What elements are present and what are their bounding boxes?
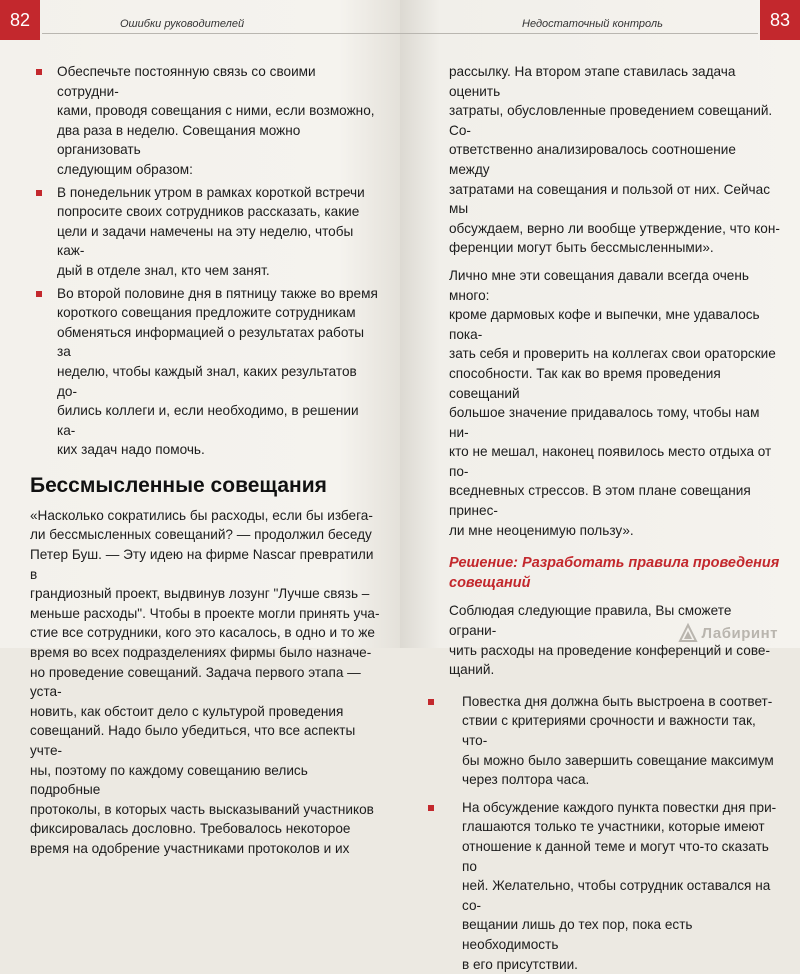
text-line: ли бессмысленных совещаний? — продолжил беседу (30, 527, 372, 543)
paragraph (422, 266, 780, 540)
text-line: Во второй половине дня в пятницу также во время (57, 285, 378, 301)
text-line: ответственно анализировалось соотношение между (449, 142, 736, 177)
text-line: ференции могут быть бессмысленными». (449, 240, 714, 256)
text-line: ли мне неоценимую пользу». (449, 522, 634, 538)
text-line: фиксировалась дословно. Требовалось некоторое (30, 821, 351, 837)
header-rule (42, 33, 400, 34)
text-line: Лично мне эти совещания давали всегда очень много: (449, 267, 749, 303)
text-line: ками, проводя совещания с ними, если возможно, (57, 103, 375, 119)
text-line: цели и задачи намечены на эту неделю, чтобы каж- (57, 223, 354, 259)
text-line: В понедельник утром в рамках короткой встречи (57, 184, 365, 200)
text-line: следующим образом: (57, 161, 193, 177)
labirint-logo-icon (679, 624, 697, 642)
text-line: щаний. (449, 662, 495, 678)
text-line: грандиозный проект, выдвинув лозунг "Лучше связь – (30, 586, 370, 602)
text-line: На обсуждение каждого пункта повестки дня при- (462, 799, 777, 815)
left-content (30, 62, 380, 859)
text-line: неделю, чтобы каждый знал, каких результатов до- (57, 363, 357, 399)
text-line: обсуждаем, верно ли вообще утверждение, что кон- (449, 220, 780, 236)
text-line: через полтора часа. (462, 772, 590, 788)
solution-heading (422, 554, 780, 593)
text-line: кто не мешал, наконец появилось место отдыха от по- (449, 444, 772, 479)
page-number: 83 (760, 0, 800, 40)
text-line: ких задач надо помочь. (57, 442, 205, 458)
text-line: глашаются только те участники, которые имеют (462, 819, 765, 835)
text-line: отношение к данной теме и могут что-то сказать по (462, 838, 769, 874)
header-rule (400, 33, 758, 34)
text-line: затратами на совещания и пользой от них. Сейчас мы (449, 181, 770, 217)
left-page (0, 0, 400, 856)
text-line: но проведение совещаний. Задача первого этапа — уста- (30, 664, 361, 700)
text-line: протоколы, в которых часть высказываний участников (30, 801, 374, 817)
text-line: бы можно было завершить совещание максимум (462, 752, 774, 768)
text-line: ствии с критериями срочности и важности так, что- (462, 713, 756, 748)
text-line: Петер Буш. — Эту идею на фирме Nascar превратили в (30, 547, 374, 582)
text-line: короткого совещания предложите сотрудникам (57, 305, 356, 321)
text-line: в его присутствии. (462, 956, 578, 972)
right-page (400, 0, 800, 972)
text-line: способности. Так как во время проведения совещаний (449, 365, 721, 401)
text-line: новить, как обстоит дело с культурой проведения (30, 703, 344, 719)
running-header: Недостаточный контроль (522, 18, 663, 30)
text-line: чить расходы на проведение конференций и сове- (449, 642, 770, 658)
text-line: вещании лишь до тех пор, пока есть необходимость (462, 917, 693, 952)
text-line: ны, поэтому по каждому совещанию велись подробные (30, 762, 308, 798)
text-line: время на одобрение участниками протоколов и их (30, 840, 350, 856)
page-number: 82 (0, 0, 40, 40)
text-line: ней. Желательно, чтобы сотрудник оставался на со- (462, 878, 771, 913)
bullet-item (422, 798, 780, 974)
text-line: два раза в неделю. Совещания можно организовать (57, 122, 301, 158)
text-line: совещаний. Надо было убедиться, что все аспекты учте- (30, 723, 356, 758)
paragraph (422, 62, 780, 258)
text-line: зать себя и проверить на коллегах свои ораторские (449, 346, 776, 362)
text-line: обменяться информацией о результатах работы за (57, 324, 365, 360)
bullet-item (30, 62, 380, 180)
text-line: Повестка дня должна быть выстроена в соответ- (462, 693, 773, 709)
bullet-item (30, 284, 380, 460)
text-line: дый в отделе знал, кто чем занят. (57, 262, 270, 278)
running-header: Ошибки руководителей (120, 18, 245, 30)
text-line: рассылку. На втором этапе ставилась задача оценить (449, 64, 736, 99)
text-line: попросите своих сотрудников рассказать, какие (57, 204, 360, 220)
bullet-item (422, 692, 780, 790)
text-line: время во всех подразделениях фирмы было назначе- (30, 645, 372, 661)
text-line: стие все сотрудники, кого это касалось, в одно и то же (30, 625, 375, 641)
text-line: Решение: Разработать правила проведения (449, 555, 780, 572)
text-line: вседневных стрессов. В этом плане совещания принес- (449, 483, 751, 519)
text-line: затраты, обусловленные проведением совещаний. Со- (449, 103, 773, 138)
text-line: «Насколько сократились бы расходы, если бы избега- (30, 507, 373, 523)
text-line: меньше расходы". Чтобы в проекте могли принять уча- (30, 605, 380, 621)
logo-text: Лабиринт (701, 624, 778, 642)
labirint-watermark (679, 624, 778, 642)
text-line: бились коллеги и, если необходимо, в решении ка- (57, 403, 359, 438)
paragraph (30, 506, 380, 859)
text-line: большое значение придавалось тому, чтобы нам ни- (449, 405, 760, 440)
text-line: кроме дармовых кофе и выпечки, мне удавалось пока- (449, 307, 760, 342)
section-heading: Бессмысленные совещания (30, 473, 327, 497)
bullet-item (30, 183, 380, 281)
text-line: Обеспечьте постоянную связь со своими сотрудни- (57, 64, 316, 99)
right-content (422, 62, 780, 974)
text-line: совещаний (449, 574, 531, 591)
text-line: Соблюдая следующие правила, Вы сможете ограни- (449, 603, 732, 639)
